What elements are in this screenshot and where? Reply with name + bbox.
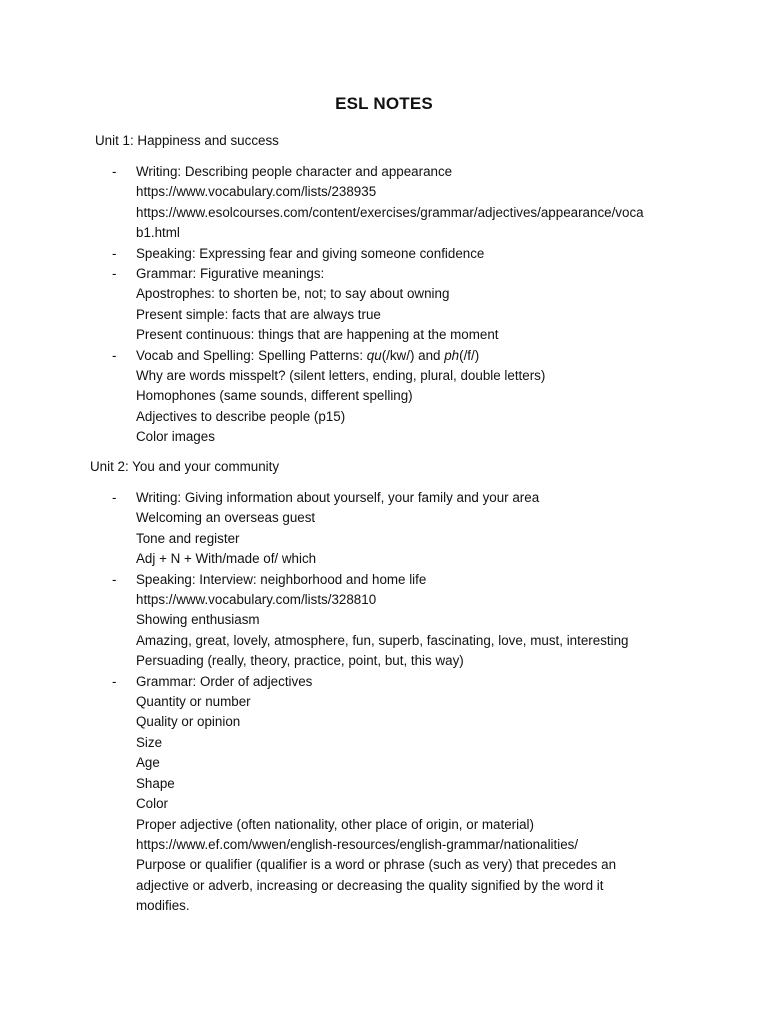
item-line: Adjectives to describe people (p15) bbox=[136, 408, 346, 424]
item-line: Apostrophes: to shorten be, not; to say about owning bbox=[136, 286, 450, 302]
bullet-dash: - bbox=[112, 673, 117, 689]
item-line: Grammar: Figurative meanings: bbox=[136, 266, 325, 282]
unit-1-list bbox=[112, 162, 712, 448]
unit-2-heading: Unit 2: You and your community bbox=[90, 459, 280, 474]
bullet-dash: - bbox=[112, 245, 117, 261]
link-text: https://www.ef.com/wwen/english-resources/english-grammar/nationalities/ bbox=[136, 836, 579, 852]
item-line: Writing: Giving information about yourself, your family and your area bbox=[136, 490, 540, 505]
item-line: Amazing, great, lovely, atmosphere, fun, superb, fascinating, love, must, interesting bbox=[136, 632, 629, 648]
item-line: Present continuous: things that are happening at the moment bbox=[136, 327, 499, 343]
item-line-rich bbox=[136, 346, 712, 366]
item-line: Size bbox=[136, 734, 163, 750]
item-line: Color images bbox=[136, 429, 215, 445]
italic-text: ph bbox=[444, 347, 460, 363]
bullet-dash: - bbox=[112, 164, 117, 179]
item-line: Why are words misspelt? (silent letters, ending, plural, double letters) bbox=[136, 368, 546, 384]
list-item bbox=[112, 264, 712, 346]
item-line: Grammar: Order of adjectives bbox=[136, 673, 313, 689]
item-line: Color bbox=[136, 796, 168, 812]
item-line: Age bbox=[136, 755, 160, 771]
item-line: Writing: Describing people character and appearance bbox=[136, 164, 453, 179]
list-item bbox=[112, 488, 712, 570]
item-line: Quality or opinion bbox=[136, 714, 241, 730]
item-line: Speaking: Interview: neighborhood and home life bbox=[136, 571, 427, 587]
item-line: Present simple: facts that are always true bbox=[136, 306, 381, 322]
list-item bbox=[112, 346, 712, 448]
list-item bbox=[112, 244, 712, 264]
item-line: Shape bbox=[136, 775, 175, 791]
link-text: https://www.esolcourses.com/content/exercises/grammar/adjectives/appearance/voca bbox=[136, 204, 644, 220]
item-line: Welcoming an overseas guest bbox=[136, 510, 316, 526]
unit-2-list bbox=[112, 488, 712, 917]
item-line: Showing enthusiasm bbox=[136, 612, 260, 628]
item-line: adjective or adverb, increasing or decreasing the quality signified by the word it bbox=[136, 877, 604, 893]
bullet-dash: - bbox=[112, 347, 117, 363]
item-line: Purpose or qualifier (qualifier is a word or phrase (such as very) that precedes an bbox=[136, 857, 617, 873]
text-run: (/kw/) and bbox=[381, 347, 445, 363]
item-line: Persuading (really, theory, practice, point, but, this way) bbox=[136, 653, 464, 669]
text-run: (/f/) bbox=[459, 347, 480, 363]
item-line: Tone and register bbox=[136, 530, 240, 546]
item-line: Adj + N + With/made of/ which bbox=[136, 551, 317, 567]
item-line: Homophones (same sounds, different spelling) bbox=[136, 388, 413, 404]
bullet-dash: - bbox=[112, 490, 117, 505]
bullet-dash: - bbox=[112, 266, 117, 282]
text-run: Vocab and Spelling: Spelling Patterns: bbox=[136, 347, 367, 363]
item-line: Quantity or number bbox=[136, 694, 251, 710]
page-title: ESL NOTES bbox=[335, 94, 433, 113]
list-item bbox=[112, 570, 712, 672]
item-line: Speaking: Expressing fear and giving someone confidence bbox=[136, 245, 485, 261]
bullet-dash: - bbox=[112, 571, 117, 587]
item-line: modifies. bbox=[136, 898, 190, 914]
list-item bbox=[112, 162, 712, 244]
link-text-continued: b1.html bbox=[136, 225, 180, 241]
list-item bbox=[112, 672, 712, 917]
unit-1-heading: Unit 1: Happiness and success bbox=[95, 133, 279, 148]
link-text: https://www.vocabulary.com/lists/238935 bbox=[136, 184, 377, 200]
italic-text: qu bbox=[366, 347, 382, 363]
link-text: https://www.vocabulary.com/lists/328810 bbox=[136, 592, 377, 608]
item-line: Proper adjective (often nationality, other place of origin, or material) bbox=[136, 816, 534, 832]
